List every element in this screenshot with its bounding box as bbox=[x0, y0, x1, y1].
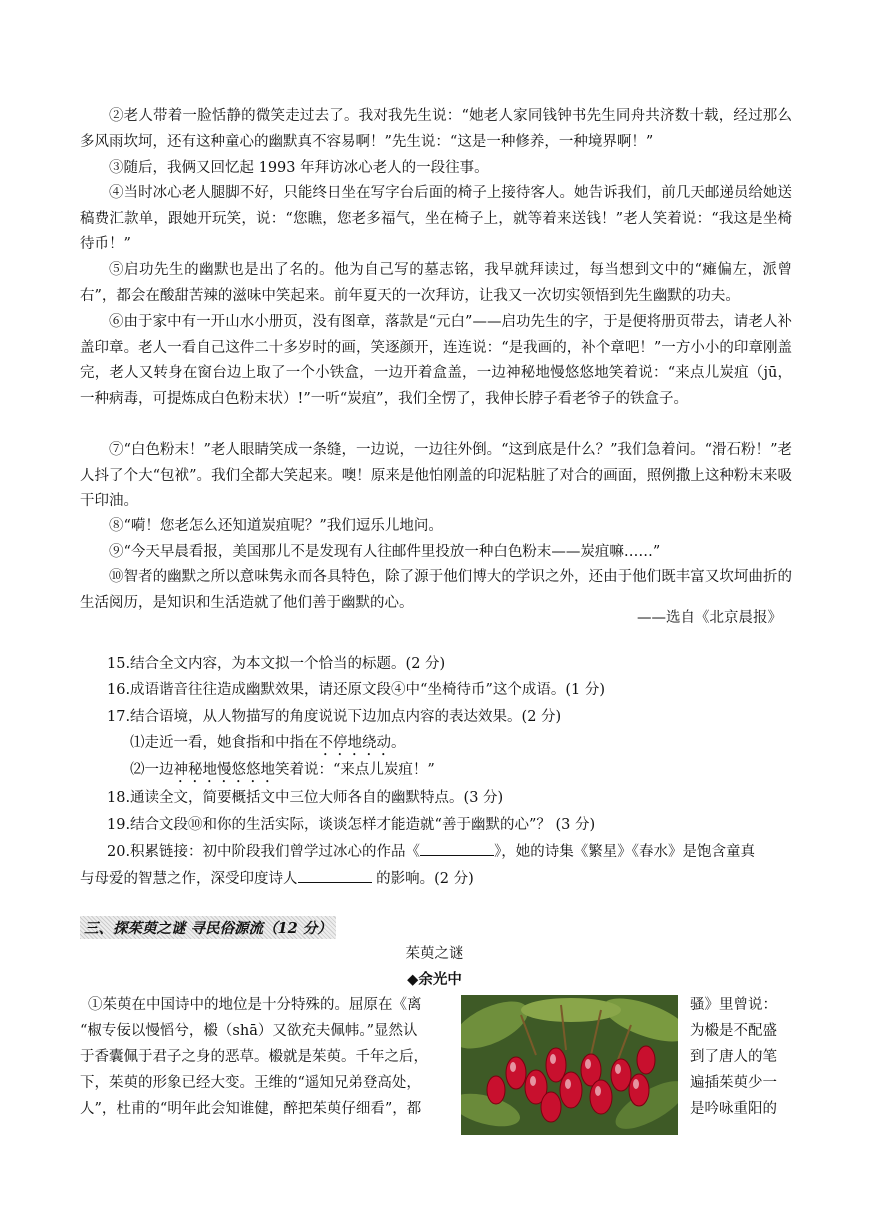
question-17: 17.结合语境，从人物描写的角度说说下边加点内容的表达效果。(2 分) bbox=[107, 709, 562, 725]
q17-2-suffix: 笑着说：“来点儿炭疽！” bbox=[275, 762, 435, 778]
answer-blank-1[interactable] bbox=[420, 841, 494, 856]
paragraph-6: ⑥由于家中有一开山水小册页，没有图章，落款是“元白”——启功先生的字，于是便将册页带去，请老人补盖印章。老人一看自己这件二十多岁时的画，笑逐颜开，连连说：“是我画的，补个章吧！”一方小小的印章刚盖完，老人又转身在窗台边上取了一个小铁盒，一边开着盒盖，一边神秘地慢悠悠地笑着说：“来点儿炭疽（jū，一种病毒，可提炼成白色粉末状）!”一听“炭疽”，我们全愣了，我伸长脖子看老爷子的铁盒子。 bbox=[80, 314, 792, 407]
section-3-heading: 三、探茱萸之谜 寻民俗源流（12 分） bbox=[80, 916, 336, 939]
cornus-berries-photo bbox=[461, 995, 678, 1135]
answer-blank-2[interactable] bbox=[298, 868, 372, 883]
right-line-2: 为榝是不配盛 bbox=[690, 1023, 777, 1039]
right-line-4: 遍插茱萸少一 bbox=[690, 1075, 777, 1091]
passage-right-column bbox=[690, 992, 792, 1122]
question-17-item-2 bbox=[130, 757, 435, 786]
paragraph-10: ⑩智者的幽默之所以意味隽永而各具特色，除了源于他们博大的学识之外，还由于他们既丰富又坎坷曲折的生活阅历，是知识和生活造就了他们善于幽默的心。 bbox=[80, 569, 792, 611]
q17-2-prefix: ⑵一边 bbox=[130, 762, 174, 778]
q20-part-d: 的影响。(2 分) bbox=[371, 871, 474, 887]
right-line-3: 到了唐人的笔 bbox=[690, 1049, 777, 1065]
q20-part-b: 》，她的诗集《繁星》《春水》是饱含童真 bbox=[494, 844, 756, 860]
left-line-1: ①茱萸在中国诗中的地位是十分特殊的。屈原在《离 bbox=[88, 997, 422, 1013]
paragraph-5: ⑤启功先生的幽默也是出了名的。他为自己写的墓志铭，我早就拜读过，每当想到文中的“瘫偏左，派曾右”，都会在酸甜苦辣的滋味中笑起来。前年夏天的一次拜访，让我又一次切实领悟到先生幽默的功夫。 bbox=[80, 262, 792, 304]
right-line-1: 骚》里曾说： bbox=[690, 997, 777, 1013]
left-line-4: 下，茱萸的形象已经大变。王维的“遥知兄弟登高处， bbox=[80, 1075, 421, 1091]
passage-left-column bbox=[80, 992, 452, 1122]
paragraph-4: ④当时冰心老人腿脚不好，只能终日坐在写字台后面的椅子上接待客人。她告诉我们，前几天邮递员给她送稿费汇款单，跟她开玩笑，说：“您瞧，您老多福气，坐在椅子上，就等着来送钱！”老人笑着说：“我这是坐椅待币！” bbox=[80, 185, 792, 252]
q17-1-prefix: ⑴走近一看，她食指和中指在 bbox=[130, 735, 319, 751]
berries-illustration bbox=[461, 995, 678, 1135]
left-line-3: 于香囊佩于君子之身的恶草。榝就是茱萸。千年之后， bbox=[80, 1049, 428, 1065]
article-source: ——选自《北京晨报》 bbox=[637, 610, 782, 626]
question-20-line-1 bbox=[107, 839, 797, 865]
paragraph-2: ②老人带着一脸恬静的微笑走过去了。我对我先生说：“她老人家同钱钟书先生同舟共济数十载，经过那么多风雨坎坷，还有这种童心的幽默真不容易啊！”先生说：“这是一种修养，一种境界啊！” bbox=[80, 108, 792, 150]
paragraph-9: ⑨“今天早晨看报，美国那儿不是发现有人往邮件里投放一种白色粉末——炭疽嘛……” bbox=[109, 544, 661, 560]
question-20-line-2 bbox=[80, 866, 792, 892]
question-19: 19.结合文段⑩和你的生活实际，谈谈怎样才能造就“善于幽默的心”？ (3 分) bbox=[107, 817, 596, 833]
q17-1-suffix: 。 bbox=[391, 735, 406, 751]
question-18: 18.通读全文，简要概括文中三位大师各自的幽默特点。(3 分) bbox=[107, 790, 504, 806]
paragraph-3: ③随后，我俩又回忆起 1993 年拜访冰心老人的一段往事。 bbox=[109, 160, 489, 176]
q17-2-dotted: 神秘地慢悠悠地 bbox=[173, 762, 275, 778]
paragraph-8: ⑧“嗬！您老怎么还知道炭疽呢？”我们逗乐儿地问。 bbox=[109, 518, 443, 534]
paragraph-7: ⑦“白色粉末！”老人眼睛笑成一条缝，一边说，一边往外倒。“这到底是什么？”我们急着问。“滑石粉！”老人抖了个大“包袱”。我们全都大笑起来。噢！原来是他怕刚盖的印泥粘脏了对合的画面，照例撒上这种粉末来吸干印油。 bbox=[80, 442, 792, 509]
question-17-item-1 bbox=[130, 730, 406, 759]
question-16: 16.成语谐音往往造成幽默效果，请还原文段④中“坐椅待币”这个成语。(1 分) bbox=[107, 682, 606, 698]
q20-part-c: 与母爱的智慧之作，深受印度诗人 bbox=[80, 871, 298, 887]
q17-1-dotted: 不停地绕动 bbox=[318, 735, 391, 751]
left-line-2: “椒专佞以慢慆兮，榝（shā）又欲充夫佩帏。”显然认 bbox=[80, 1023, 418, 1039]
question-15: 15.结合全文内容，为本文拟一个恰当的标题。(2 分) bbox=[107, 656, 446, 672]
passage-author: ◆余光中 bbox=[407, 972, 462, 988]
right-line-5: 是吟咏重阳的 bbox=[690, 1101, 777, 1117]
q20-part-a: 20.积累链接：初中阶段我们曾学过冰心的作品《 bbox=[107, 844, 421, 860]
left-line-5: 人”，杜甫的“明年此会知谁健，醉把茱萸仔细看”，都 bbox=[80, 1101, 422, 1117]
passage-title: 茱萸之谜 bbox=[405, 946, 464, 962]
